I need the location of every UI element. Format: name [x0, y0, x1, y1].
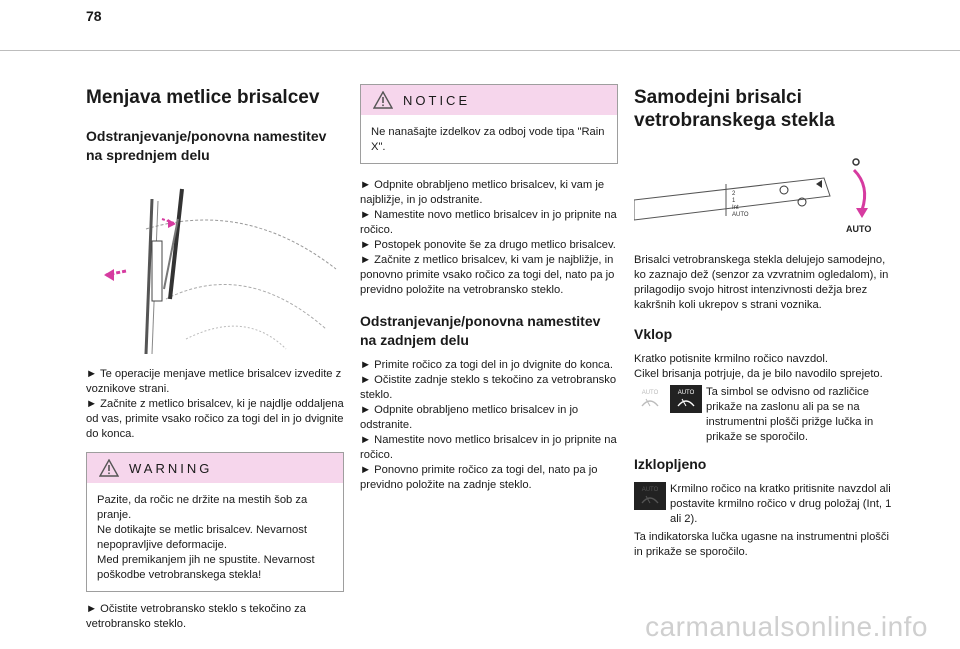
column-1	[86, 80, 344, 632]
svg-text:1: 1	[732, 198, 736, 204]
auto-wiper-light-icon: AUTO	[634, 385, 666, 413]
vklop-title: Vklop	[634, 326, 673, 342]
svg-text:Int: Int	[732, 205, 739, 211]
vklop-symbol-text: Ta simbol se odvisno od različice prikaže na zaslonu ali pa se na instrumentni plošči prižge lučka in prikaže se sporočilo.	[706, 386, 874, 443]
page-number: 78	[86, 8, 102, 24]
svg-text:2: 2	[732, 191, 736, 197]
svg-text:AUTO: AUTO	[846, 224, 872, 234]
stalk-auto-label: AUTO	[732, 212, 749, 218]
subsection-title-front: Odstranjevanje/ponovna namestitev na sprednjem delu	[86, 128, 327, 163]
notice-box	[360, 84, 618, 164]
notice-title: NOTICE	[403, 92, 471, 108]
front-steps-text: ► Te operacije menjave metlice brisalcev izvedite z voznikove strani. ► Začnite z metlico brisalcev, ki je najdlje oddaljena od vas, primite vsako ročico za togi del in jo dvignite do konca.	[86, 368, 344, 440]
auto-wiper-dark-icon: AUTO	[670, 385, 702, 413]
column-2	[360, 84, 618, 493]
warning-text: Pazite, da ročic ne držite na mestih šob za pranje. Ne dotikajte se metlic brisalcev. Nevarnost nepopravljive deformacije. Med premikanjem jih ne spustite. Nevarnost poškodbe vetrobranskega stekla!	[97, 494, 315, 581]
auto-wiper-off-icon: AUTO	[634, 482, 666, 510]
notice-header	[361, 85, 617, 115]
warning-title: WARNING	[129, 460, 213, 476]
column-3	[634, 80, 892, 560]
warning-header	[87, 453, 343, 483]
header-rule	[0, 50, 960, 51]
vklop-text: Kratko potisnite krmilno ročico navzdol. Cikel brisanja potrjuje, da je bilo navodilo sprejeto.	[634, 353, 883, 380]
notice-icon	[373, 91, 393, 109]
izklop-symbol-row	[634, 482, 892, 527]
warning-box	[86, 452, 344, 592]
clean-windscreen-text: ► Očistite vetrobransko steklo s tekočino za vetrobransko steklo.	[86, 603, 306, 630]
izklop-text: Ta indikatorska lučka ugasne na instrumentni plošči in prikaže se sporočilo.	[634, 531, 889, 558]
blade-steps-text: ► Odpnite obrabljeno metlico brisalcev, ki vam je najbližje, in jo odstranite. ► Namestite novo metlico brisalcev in jo pripnite na ročico. ► Postopek ponovite še za drugo metlico brisalcev. ► Začnite z metlico brisalcev, ki vam je najbližje, in ponovno primite vsako ročico za togi del, nato pa jo previdno položite na vetrobransko steklo.	[360, 179, 617, 296]
izklop-title: Izklopljeno	[634, 456, 707, 472]
auto-description: Brisalci vetrobranskega stekla delujejo samodejno, ko zaznajo dež (senzor za vzvratnim ogledalom), in prilagodijo svojo hitrost intenzivnosti dežja brez kakršnih koli ukrepov s strani voznika.	[634, 254, 889, 311]
auto-wipers-title: Samodejni brisalci vetrobranskega stekla	[634, 87, 835, 131]
subsection-title-rear: Odstranjevanje/ponovna namestitev na zadnjem delu	[360, 313, 601, 348]
front-wiper-illustration	[86, 179, 344, 354]
izklop-symbol-text: Krmilno ročico na kratko pritisnite navzdol ali postavite krmilno ročico v drug položaj (Int, 1 ali 2).	[670, 483, 892, 525]
watermark: carmanualsonline.info	[645, 611, 928, 642]
vklop-symbol-row	[634, 385, 892, 445]
warning-icon	[99, 459, 119, 477]
notice-text: Ne nanašajte izdelkov za odboj vode tipa "Rain X".	[371, 126, 605, 153]
section-title: Menjava metlice brisalcev	[86, 87, 320, 108]
rear-steps-text: ► Primite ročico za togi del in jo dvignite do konca. ► Očistite zadnje steklo s tekočino za vetrobransko steklo. ► Odpnite obrabljeno metlico brisalcev in jo odstranite. ► Namestite novo metlico brisalcev in jo pripnite na ročico. ► Ponovno primite ročico za togi del, nato pa jo previdno položite na zadnje steklo.	[360, 359, 617, 491]
wiper-stalk-illustration	[634, 150, 892, 240]
